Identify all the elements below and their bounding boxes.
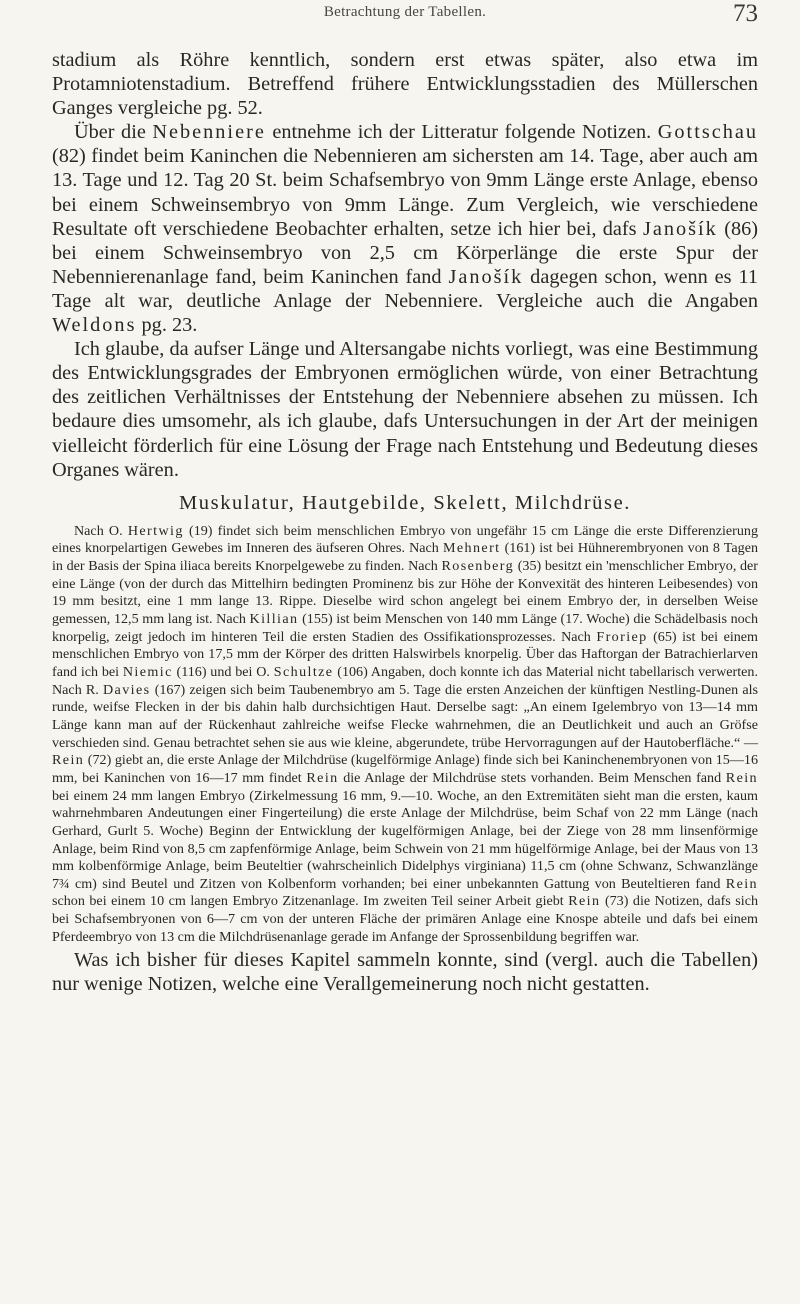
paragraph-3: Ich glaube, da aufser Länge und Altersangabe nichts vorliegt, was eine Bestimmung des Entwicklungsgrades der Embryonen ermöglichen würde, von einer Betrachtung des zeitlichen Verhältnisses der Entstehung der Nebenniere absehen zu müssen. Ich bedaure dies umsomehr, als ich glaube, dafs Untersuchungen in der Art der meinigen vielleicht förderlich für eine Lösung der Frage nach Entstehung und Bedeutung dieses Organes wären.: [52, 338, 758, 481]
text-run: (65) ist bei einem menschlichen Embryo von 17,5 mm der Körper des dritten Halswirbels knorpelig. Über das Haftorgan der Batrachierlarven fand ich bei: [52, 628, 759, 680]
text-run: (161) ist bei Hühnerembryonen von 8 Tagen in der Basis der Spina iliaca bereits Knorpelgewebe zu finden. Nach: [52, 540, 759, 574]
author-name: Davies: [102, 681, 151, 698]
text-run: (155) ist beim Menschen von 140 mm Länge (17. Woche) die Schädelbasis noch knorpelig, zeigt jedoch im hinteren Teil die ersten Stadien des Ossifikationsprozesses. Nach: [52, 610, 758, 645]
text-run: dagegen schon, wenn es 11 Tage alt war, deutliche Anlage der Nebenniere. Vergleiche auch die Angaben: [52, 265, 758, 312]
text-run: (167) zeigen sich beim Taubenembryo am 5. Tage die ersten Anzeichen der künftigen Nestling-Dunen als runde, weifse Flecken in der bis dahin halb durchsichtigen Haut. Derselbe sagt: „An einem Igelembryo von 13—14 mm Länge kann man auf der Rückenhaut zahlreiche weifse Flecke wahrnehmen, die an Deutlichkeit und auch an Gröfse verschieden sind. Genau betrachtet sehen sie aus wie kleine, abgerundete, trübe Hervorragungen auf der Hautoberfläche.“ —: [52, 681, 758, 751]
text-run: Nach O.: [74, 522, 128, 539]
author-name: Rein: [52, 752, 85, 769]
closing-paragraph: Was ich bisher für dieses Kapitel sammeln konnte, sind (vergl. auch die Tabellen) nur wenige Notizen, welche eine Verallgemeinerung noch nicht gestatten.: [52, 949, 758, 996]
author-name: Janošík: [448, 265, 524, 288]
page-number: 73: [733, 0, 758, 27]
text-run: schon bei einem 10 cm langen Embryo Zitzenanlage. Im zweiten Teil seiner Arbeit giebt: [52, 893, 569, 910]
author-name: Gottschau: [657, 121, 758, 144]
author-name: Janošík: [642, 217, 718, 240]
text-run: die Anlage der Milchdrüse stets vorhanden. Beim Menschen fand: [338, 769, 726, 786]
text-run: (86) bei einem Schweinsembryo von 2,5 cm Körperlänge die erste Spur der Nebennierenanlage fand, beim Kaninchen fand: [52, 217, 758, 288]
main-text: [52, 48, 758, 482]
author-name: Weldons: [52, 314, 137, 337]
text-run: (73) die Notizen, dafs sich bei Schafsembryonen von 6—7 cm von der unteren Fläche der primären Anlage eine Knospe abteile und dafs bei einem Pferdeembryo von 13 cm die Milchdrüsenanlage gerade im Anfange der Sprossenbildung begriffen war.: [52, 893, 758, 945]
text-run: (19) findet sich beim menschlichen Embryo von ungefähr 15 cm Länge die erste Differenzierung eines knorpelartigen Gewebes im Inneren des äufseren Ohres. Nach: [52, 522, 758, 557]
text-run: bei einem 24 mm langen Embryo (Zirkelmessung 16 mm, 9.—10. Woche, an den Extremitäten sieht man die ersten, kaum wahrnehmbaren Andeutungen einer Fingerteilung) die erste Anlage der Milchdrüse, beim Schaf von 22 mm Länge (nach Gerhard, Gurlt 5. Woche) Beginn der Entwicklung der kugelförmigen Anlage, bei der Ziege von 28 mm linsenförmige Anlage, beim Rind von 8,5 cm zapfenförmige Anlage, beim Schwein von 21 mm hügelförmige Anlage, bei der Maus von 13 mm kolbenförmige Anlage, beim Beuteltier (wahrscheinlich Didelphys virginiana) 11,5 cm (ohne Schwanz, Schwanzlänge 7¾ cm) sind Beutel und Zitzen von Kolbenform vorhanden; bei einer unbekannten Gattung von Beuteltieren fand: [52, 787, 758, 892]
running-title: Betrachtung der Tabellen.: [323, 4, 487, 20]
author-name: Hertwig: [127, 522, 184, 539]
author-name: Schultze: [273, 663, 334, 680]
section-heading: Muskulatur, Hautgebilde, Skelett, Milchdrüse.: [178, 491, 632, 514]
author-name: Nebenniere: [152, 121, 266, 144]
author-name: Rein: [725, 875, 758, 892]
paragraph-2: [52, 120, 758, 337]
paragraph-1: stadium als Röhre kenntlich, sondern erst etwas später, also etwa im Protamniotenstadium. Betreffend frühere Entwicklungsstadien des Müllerschen Ganges vergleiche pg. 52.: [52, 49, 758, 120]
small-print-paragraph: [52, 523, 758, 947]
running-head: [52, 0, 758, 48]
text-run: (116) und bei O.: [172, 663, 274, 680]
author-name: Rein: [725, 769, 758, 786]
book-page: [52, 0, 758, 996]
author-name: Mehnert: [442, 540, 501, 557]
author-name: Niemic: [122, 663, 173, 680]
text-run: (106) Angaben, doch konnte ich das Material nicht tabellarisch verwerten. Nach R.: [52, 663, 758, 698]
author-name: Killian: [249, 610, 299, 627]
text-run: pg. 23.: [136, 314, 198, 337]
author-name: Rosenberg: [441, 558, 515, 574]
text-run: Über die: [74, 121, 153, 144]
text-run: (35) besitzt ein 'menschlicher Embryo, der eine Länge (von der durch das Mittelhirn bedingten Prominenz bis zur Höhe der Konvexität des hinteren Leibesendes) von 19 mm besitzt, eine 1 mm lange 13. Rippe. Dieselbe wird schon angelegt bei einem Embryo der, in derselben Weise gemessen, 12,5 mm lang ist. Nach: [52, 558, 758, 627]
author-name: Froriep: [596, 628, 648, 645]
author-name: Rein: [306, 769, 339, 786]
text-run: entnehme ich der Litteratur folgende Notizen.: [265, 121, 658, 144]
text-run: (82) findet beim Kaninchen die Nebennieren am sichersten am 14. Tage, aber auch am 13. Tage und 12. Tag 20 St. beim Schafsembryo von 9mm Länge erste Anlage, ebenso bei einem Schweinsembryo von 9mm Länge. Zum Vergleich, wie verschiedene Resultate oft verschiedene Beobachter erhalten, setze ich hier bei, dafs: [52, 145, 758, 240]
text-run: (72) giebt an, die erste Anlage der Milchdrüse (kugelförmige Anlage) finde sich bei Kaninchenembryonen von 15—16 mm, bei Kaninchen von 16—17 mm findet: [52, 752, 758, 786]
author-name: Rein: [568, 893, 601, 910]
